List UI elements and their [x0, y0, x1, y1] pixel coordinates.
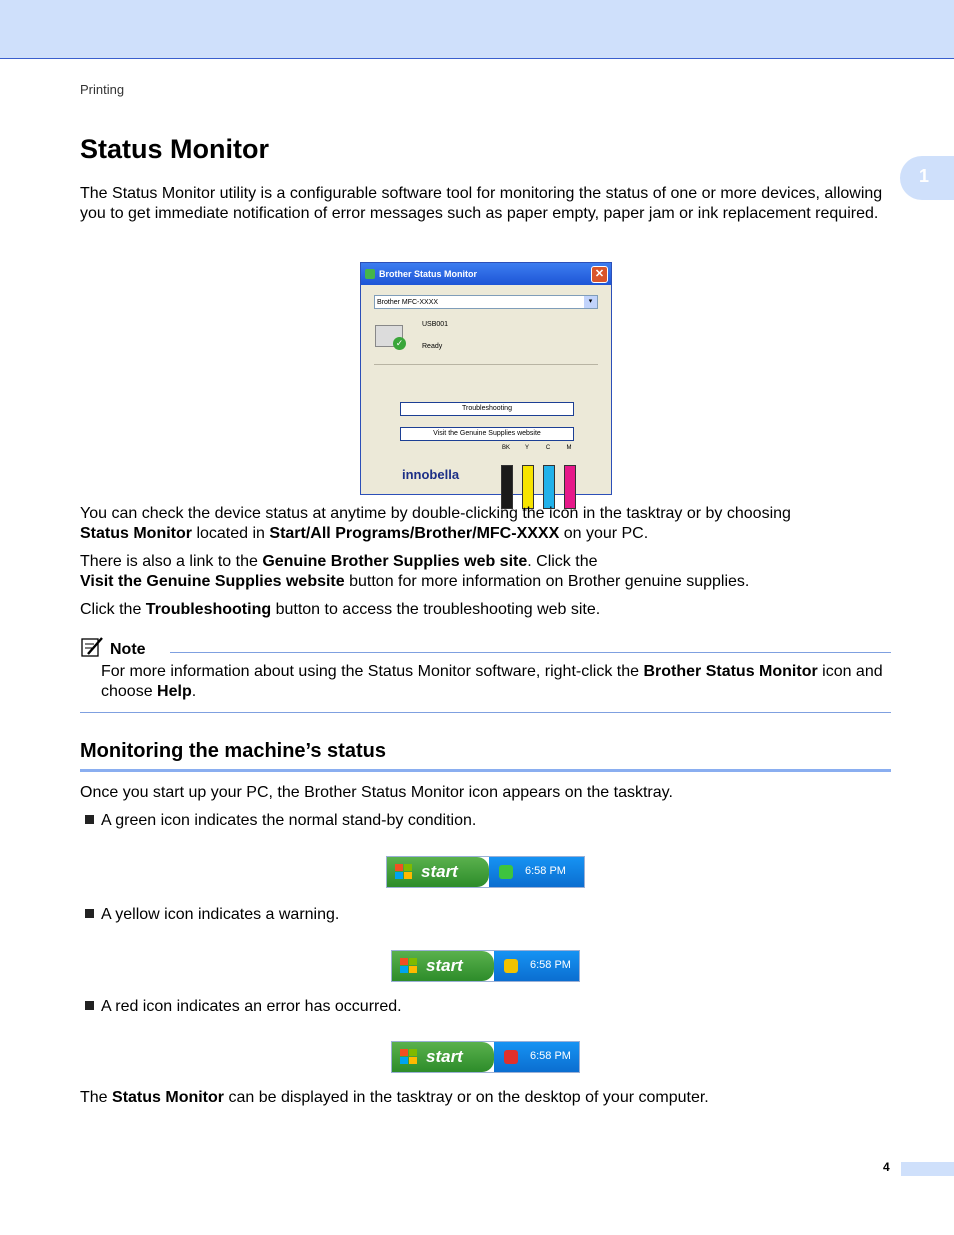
- ink-label-m: M: [566, 445, 572, 451]
- start-label: start: [426, 1047, 463, 1066]
- subheading: Monitoring the machine’s status: [80, 740, 386, 762]
- tray-clock: 6:58 PM: [530, 1050, 571, 1062]
- tray-clock: 6:58 PM: [530, 959, 571, 971]
- printer-icon: [375, 319, 405, 349]
- system-tray: [489, 857, 584, 887]
- system-tray: [494, 1042, 579, 1072]
- dialog-title: Brother Status Monitor: [379, 269, 477, 279]
- start-button: [392, 951, 494, 981]
- chapter-number: 1: [919, 166, 930, 186]
- taskbar-yellow: [391, 950, 580, 982]
- header-band: [0, 0, 954, 59]
- bullet-green: A green icon indicates the normal stand-by condition.: [85, 811, 476, 831]
- bullet-red: A red icon indicates an error has occurred.: [85, 997, 402, 1017]
- status-monitor-red-icon: [504, 1050, 518, 1064]
- system-tray: [494, 951, 579, 981]
- status-monitor-dialog: [360, 262, 612, 495]
- chevron-down-icon[interactable]: ▾: [584, 296, 597, 308]
- chapter-tab: [900, 156, 954, 200]
- start-button: [387, 857, 489, 887]
- status-monitor-green-icon: [499, 865, 513, 879]
- innobella-logo: innobella: [402, 467, 460, 482]
- status-label: Ready: [422, 343, 443, 350]
- windows-flag-icon: [400, 1049, 418, 1065]
- ink-bar-y: [522, 465, 534, 509]
- note-pencil-icon: [80, 636, 104, 658]
- ink-label-bk: BK: [501, 445, 510, 451]
- troubleshooting-button[interactable]: Troubleshooting: [400, 402, 574, 416]
- start-button: [392, 1042, 494, 1072]
- note-top-rule: [170, 652, 891, 653]
- supplies-website-button[interactable]: Visit the Genuine Supplies website: [400, 427, 574, 441]
- monitor-intro: Once you start up your PC, the Brother Status Monitor icon appears on the tasktray.: [80, 784, 673, 801]
- page-title: Status Monitor: [80, 134, 269, 164]
- ink-label-y: Y: [524, 445, 529, 451]
- start-label: start: [426, 956, 463, 975]
- windows-flag-icon: [400, 958, 418, 974]
- page-tab: [901, 1162, 954, 1176]
- ink-bar-c: [543, 465, 555, 509]
- port-label: USB001: [422, 321, 449, 328]
- note-text: For more information about using the Status Monitor software, right-click the Brother Status Monitor icon and choose Help.: [101, 663, 883, 700]
- start-label: start: [421, 862, 458, 881]
- tray-clock: 6:58 PM: [525, 865, 566, 877]
- bullet-yellow: A yellow icon indicates a warning.: [85, 905, 339, 925]
- divider: [374, 364, 598, 365]
- status-monitor-yellow-icon: [504, 959, 518, 973]
- section-label: Printing: [80, 82, 125, 97]
- note-label: Note: [110, 641, 146, 658]
- ink-bar-bk: [501, 465, 513, 509]
- device-select[interactable]: [374, 295, 598, 309]
- monitor-app-icon: [365, 269, 375, 279]
- taskbar-green: [386, 856, 585, 888]
- paragraph-troubleshooting: Click the Troubleshooting button to access the troubleshooting web site.: [80, 601, 601, 618]
- taskbar-red: [391, 1041, 580, 1073]
- intro-paragraph: The Status Monitor utility is a configurable software tool for monitoring the status of one or more devices, allowing you to get immediate notification of error messages such as paper empty, paper jam or ink replacement required.: [80, 185, 883, 222]
- page-number: 4: [883, 1160, 890, 1174]
- ink-label-c: C: [545, 445, 551, 451]
- closing-paragraph: The Status Monitor can be displayed in the tasktray or on the desktop of your computer.: [80, 1089, 709, 1106]
- windows-flag-icon: [395, 864, 413, 880]
- paragraph-status-access: You can check the device status at anytime by double-clicking the icon in the tasktray or by choosing Status Monitor located in Start/All Programs/Brother/MFC-XXXX on your PC.: [80, 505, 791, 542]
- check-icon: ✓: [393, 337, 406, 350]
- dialog-title-bar: [361, 263, 611, 285]
- subheading-rule: [80, 769, 891, 772]
- device-select-value: Brother MFC-XXXX: [377, 299, 439, 306]
- close-icon[interactable]: ✕: [591, 266, 608, 283]
- note-bottom-rule: [80, 712, 891, 713]
- paragraph-supplies: There is also a link to the Genuine Brother Supplies web site. Click the Visit the Genuine Supplies website button for more information on Brother genuine supplies.: [80, 553, 750, 590]
- ink-bar-m: [564, 465, 576, 509]
